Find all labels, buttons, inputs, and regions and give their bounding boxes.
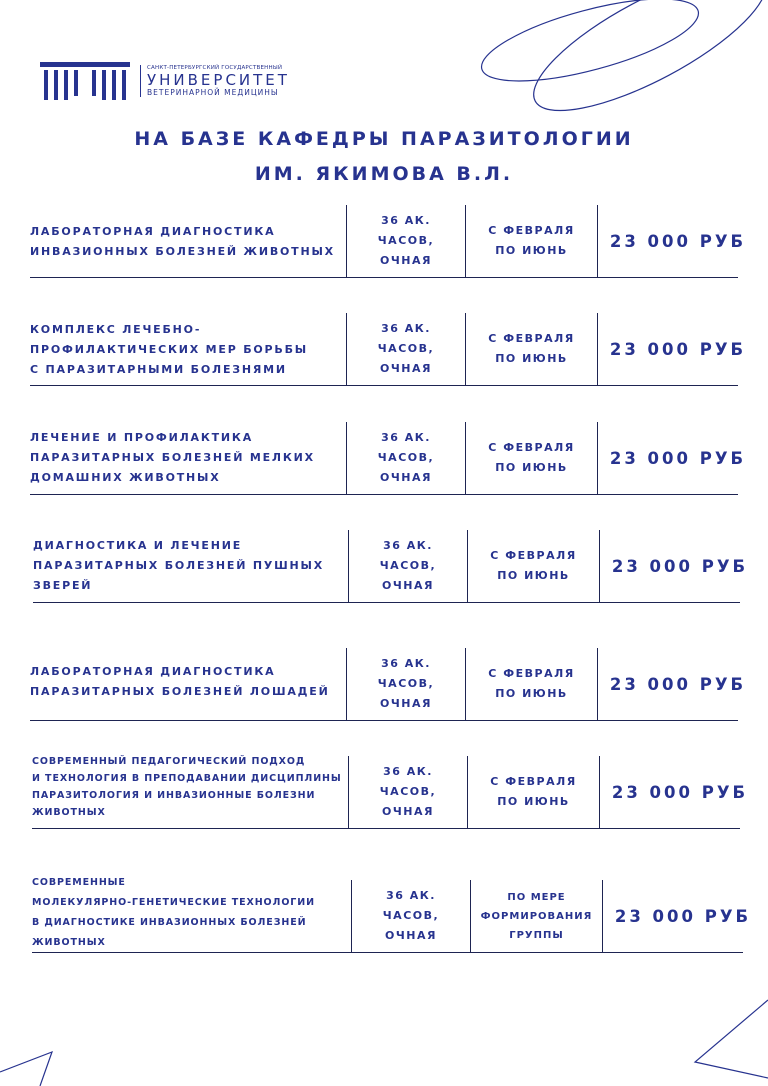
page-title: НА БАЗЕ КАФЕДРЫ ПАРАЗИТОЛОГИИ — [134, 128, 634, 150]
course-price: 23 000 РУБ — [611, 782, 749, 802]
course-hours: 36 АК. ЧАСОВ, ОЧНАЯ — [382, 889, 440, 942]
course-hours: 36 АК. ЧАСОВ, ОЧНАЯ — [377, 431, 435, 484]
course-price: 23 000 РУБ — [611, 556, 749, 576]
course-period: С ФЕВРАЛЯ ПО ИЮНЬ — [488, 332, 575, 365]
building-columns-icon — [40, 58, 130, 104]
course-hours: 36 АК. ЧАСОВ, ОЧНАЯ — [379, 765, 437, 818]
course-period: С ФЕВРАЛЯ ПО ИЮНЬ — [488, 224, 575, 257]
course-name: ДИАГНОСТИКА И ЛЕЧЕНИЕ ПАРАЗИТАРНЫХ БОЛЕЗНЕЙ ПУШНЫХ ЗВЕРЕЙ — [33, 539, 325, 592]
course-hours: 36 АК. ЧАСОВ, ОЧНАЯ — [377, 657, 435, 710]
course-name: КОМПЛЕКС ЛЕЧЕБНО- ПРОФИЛАКТИЧЕСКИХ МЕР БОРЬБЫ С ПАРАЗИТАРНЫМИ БОЛЕЗНЯМИ — [30, 323, 308, 376]
course-hours: 36 АК. ЧАСОВ, ОЧНАЯ — [377, 214, 435, 267]
course-name: ЛАБОРАТОРНАЯ ДИАГНОСТИКА ИНВАЗИОННЫХ БОЛЕЗНЕЙ ЖИВОТНЫХ — [30, 225, 335, 258]
course-period: ПО МЕРЕ ФОРМИРОВАНИЯ ГРУППЫ — [480, 891, 593, 941]
course-period: С ФЕВРАЛЯ ПО ИЮНЬ — [488, 441, 575, 474]
course-hours: 36 АК. ЧАСОВ, ОЧНАЯ — [379, 539, 437, 592]
course-period: С ФЕВРАЛЯ ПО ИЮНЬ — [490, 775, 577, 808]
logo-line-2: УНИВЕРСИТЕТ — [147, 71, 290, 89]
course-price: 23 000 РУБ — [609, 231, 747, 251]
course-hours: 36 АК. ЧАСОВ, ОЧНАЯ — [377, 322, 435, 375]
course-name: СОВРЕМЕННЫЙ ПЕДАГОГИЧЕСКИЙ ПОДХОД И ТЕХНОЛОГИЯ В ПРЕПОДАВАНИИ ДИСЦИПЛИНЫ ПАРАЗИТОЛОГИЯ И ИНВАЗИОННЫЕ БОЛЕЗНИ ЖИВОТНЫХ — [32, 756, 342, 818]
course-name: ЛАБОРАТОРНАЯ ДИАГНОСТИКА ПАРАЗИТАРНЫХ БОЛЕЗНЕЙ ЛОШАДЕЙ — [30, 665, 330, 698]
course-period: С ФЕВРАЛЯ ПО ИЮНЬ — [488, 667, 575, 700]
course-name: СОВРЕМЕННЫЕ МОЛЕКУЛЯРНО-ГЕНЕТИЧЕСКИЕ ТЕХНОЛОГИИ В ДИАГНОСТИКЕ ИНВАЗИОННЫХ БОЛЕЗНЕЙ ЖИВОТНЫХ — [32, 877, 315, 948]
page-subtitle: ИМ. ЯКИМОВА В.Л. — [254, 163, 514, 185]
course-name: ЛЕЧЕНИЕ И ПРОФИЛАКТИКА ПАРАЗИТАРНЫХ БОЛЕЗНЕЙ МЕЛКИХ ДОМАШНИХ ЖИВОТНЫХ — [30, 431, 315, 484]
course-price: 23 000 РУБ — [609, 674, 747, 694]
course-price: 23 000 РУБ — [614, 906, 752, 926]
logo-divider — [140, 65, 141, 97]
course-price: 23 000 РУБ — [609, 448, 747, 468]
logo-line-3: ВЕТЕРИНАРНОЙ МЕДИЦИНЫ — [147, 88, 279, 97]
course-period: С ФЕВРАЛЯ ПО ИЮНЬ — [490, 549, 577, 582]
course-price: 23 000 РУБ — [609, 339, 747, 359]
logo-line-1: САНКТ-ПЕТЕРБУРГСКИЙ ГОСУДАРСТВЕННЫЙ — [147, 64, 283, 71]
university-logo — [40, 58, 290, 104]
